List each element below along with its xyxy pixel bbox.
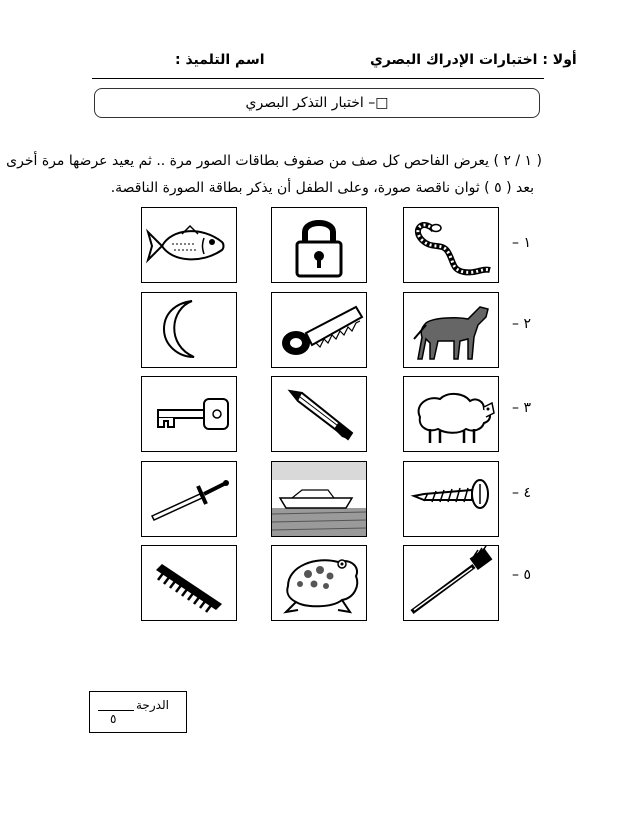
fish-picture xyxy=(141,207,237,283)
row-number-2: ٢ – xyxy=(512,316,531,332)
frog-picture xyxy=(271,545,367,621)
instruction-line-2: بعد ( ٥ ) ثوان ناقصة صورة، وعلى الطفل أن يذكر بطاقة الصورة الناقصة. xyxy=(110,180,534,196)
header-rule xyxy=(92,78,544,79)
row-number-5: ٥ – xyxy=(512,567,531,583)
padlock-picture xyxy=(271,207,367,283)
score-line xyxy=(98,710,134,711)
crescent-moon-picture xyxy=(141,292,237,368)
section-title: أولا : اختبارات الإدراك البصري xyxy=(370,52,577,68)
row-number-3: ٣ – xyxy=(512,400,531,416)
comb-picture xyxy=(141,545,237,621)
key-picture xyxy=(141,376,237,452)
sheep-picture xyxy=(403,376,499,452)
score-box xyxy=(89,691,187,733)
pencil-picture xyxy=(271,376,367,452)
sword-picture xyxy=(141,461,237,537)
student-name-label: اسم التلميذ : xyxy=(175,52,265,68)
test-title-box xyxy=(94,88,540,118)
score-label: الدرجة xyxy=(136,698,169,712)
horse-picture xyxy=(403,292,499,368)
toothbrush-picture xyxy=(403,545,499,621)
test-title-marker: □ xyxy=(375,95,389,111)
test-title-text: – اختبار التذكر البصري xyxy=(245,95,376,111)
instruction-line-1: ( ١ / ٢ ) يعرض الفاحص كل صف من صفوف بطاقات الصور مرة .. ثم يعيد عرضها مرة أخرى xyxy=(6,153,542,169)
boat-picture xyxy=(271,461,367,537)
row-number-1: ١ – xyxy=(512,235,531,251)
snake-picture xyxy=(403,207,499,283)
row-number-4: ٤ – xyxy=(512,485,531,501)
screw-picture xyxy=(403,461,499,537)
score-max: ٥ xyxy=(110,712,117,726)
saw-picture xyxy=(271,292,367,368)
